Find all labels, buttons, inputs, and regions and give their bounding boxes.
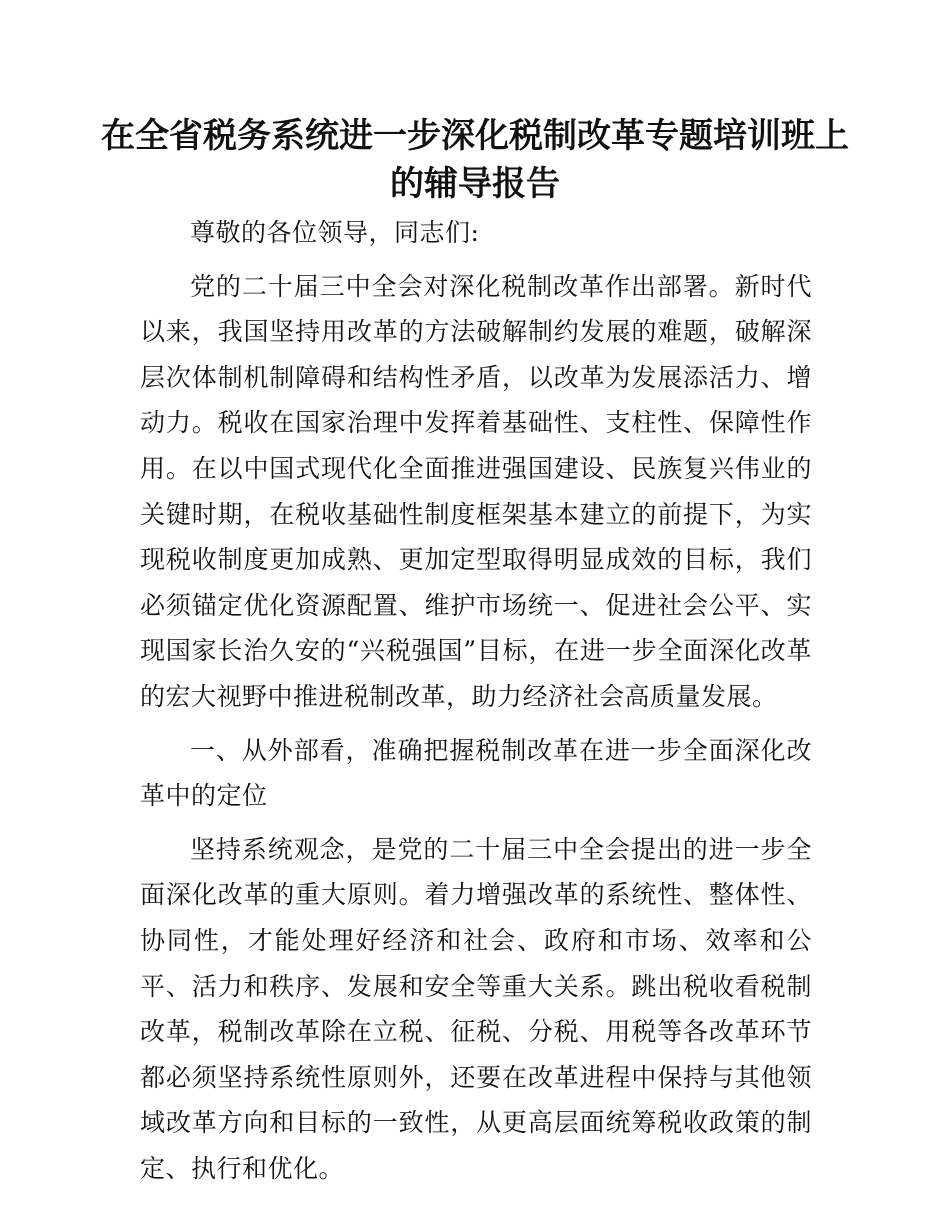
salutation: 尊敬的各位领导，同志们: <box>190 218 480 247</box>
document-title: 在全省税务系统进一步深化税制改革专题培训班上的辅导报告 <box>101 116 849 204</box>
paragraph-intro: 党的二十届三中全会对深化税制改革作出部署。新时代以来，我国坚持用改革的方法破解制约发展的难题，破解深层次体制机制障碍和结构性矛盾，以改革为发展添活力、增动力。税收在国家治理中发挥着基础性、支柱性、保障性作用。在以中国式现代化全面推进强国建设、民族复兴伟业的关键时期，在税收基础性制度框架基本建立的前提下，为实现税收制度更加成熟、更加定型取得明显成效的目标，我们必须锚定优化资源配置、维护市场统一、促进社会公平、实现国家长治久安的“兴税强国”目标，在进一步全面深化改革的宏大视野中推进税制改革，助力经济社会高质量发展。 <box>140 271 812 711</box>
paragraph-section-1: 坚持系统观念，是党的二十届三中全会提出的进一步全面深化改革的重大原则。着力增强改革的系统性、整体性、协同性，才能处理好经济和社会、政府和市场、效率和公平、活力和秩序、发展和安全等重大关系。跳出税收看税制改革，税制改革除在立税、征税、分税、用税等各改革环节都必须坚持系统性原则外，还要在改革进程中保持与其他领域改革方向和目标的一致性，从更高层面统筹税收政策的制定、执行和优化。 <box>140 834 812 1183</box>
document-body <box>140 210 812 1199</box>
section-heading-1: 一、从外部看，准确把握税制改革在进一步全面深化改革中的定位 <box>140 735 812 811</box>
